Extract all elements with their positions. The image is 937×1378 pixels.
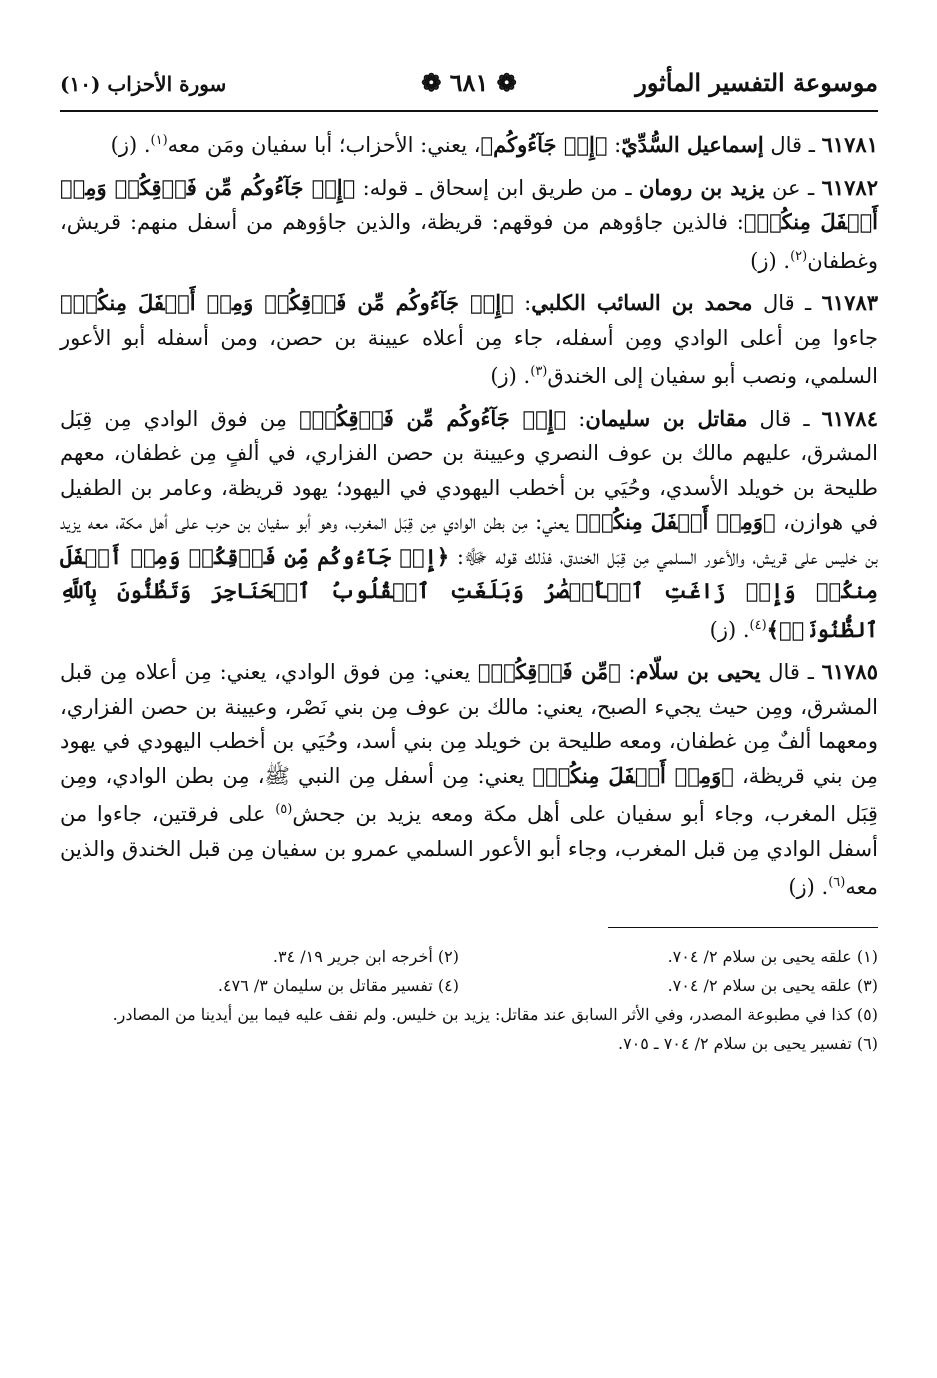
- entry-text: ـ قال: [763, 133, 822, 157]
- entry-text: :: [607, 133, 622, 157]
- page-number: ❁ ٦٨١ ❁: [421, 68, 517, 97]
- footnote-separator: [608, 927, 878, 928]
- entry-61783: [60, 286, 878, 394]
- quran-quote: ﴿إِذۡ جَآءُوكُم مِّن فَوۡقِكُمۡ وَمِنۡ أَسۡفَلَ مِنكُمۡ وَإِذۡ زَاغَتِ ٱلۡأَبۡصَٰرُ وَبَلَغَتِ ٱلۡقُلُوبُ ٱلۡحَنَاجِرَ وَتَظُنُّونَ بِٱللَّهِ ٱلظُّنُونَا۠﴾: [60, 543, 878, 642]
- entry-text: مِن فوق الوادي مِن قِبَل المشرق، عليهم مالك بن عوف النصري وعيينة بن حصن الفزاري، في ألفٍ مِن غطفان، معهم طليحة بن خويلد الأسدي، وحُيَي بن أخطب اليهودي في اليهود؛ يهود قريظة، وعامر بن الطفيل في هوازن،: [60, 406, 878, 534]
- entry-text: ـ قال: [752, 291, 822, 315]
- quran-quote: ﴿إِذۡ جَآءُوكُم مِّن فَوۡقِكُمۡ﴾: [299, 405, 567, 431]
- entry-end: . (ز): [788, 875, 829, 899]
- footnote-ref: (٣): [530, 364, 548, 379]
- entry-61781: [60, 124, 878, 163]
- surah-name: سورة الأحزاب (١٠): [60, 72, 227, 96]
- entry-number: ٦١٧٨٥: [821, 659, 878, 684]
- entry-text: :: [566, 406, 586, 431]
- entry-text: :: [620, 660, 636, 684]
- footnote-ref: (٥): [275, 802, 293, 817]
- footnote-5: (٥) كذا في مطبوعة المصدر، وفي الأثر السابق عند مقاتل: يزيد بن خليس. ولم نقف عليه فيما بين أيدينا من المصادر.: [112, 1004, 878, 1024]
- entry-text: يعني: مِن بطن الوادي مِن قِبَل المغرب، وهو أبو سفيان بن حرب على أهل مكة، معه يزيد بن خليس على قريش، والأعور السلمي مِن قِبَل الخندق، فذلك قوله ﷻ:: [60, 510, 879, 569]
- quran-quote: ﴿إِذۡ جَآءُوكُم مِّن فَوۡقِكُمۡ وَمِنۡ أَسۡفَلَ مِنكُمۡ﴾: [60, 174, 879, 234]
- footnote-grid: [60, 942, 878, 1000]
- quran-quote: ﴿مِّن فَوۡقِكُمۡ﴾: [477, 659, 621, 684]
- entry-61782: [60, 171, 878, 279]
- narrator-name: يزيد بن رومان: [638, 174, 765, 200]
- footnote-ref: (٢): [790, 248, 808, 264]
- entry-text: ـ قال: [760, 660, 822, 684]
- quran-quote: ﴿إِذۡ جَآءُوكُم مِّن فَوۡقِكُمۡ وَمِنۡ أَسۡفَلَ مِنكُمۡ﴾: [60, 290, 514, 315]
- narrator-name: يحيى بن سلّام: [635, 659, 761, 684]
- footnote-2: (٢) أخرجه ابن جرير ١٩/ ٣٤.: [272, 946, 459, 966]
- narrator-name: إسماعيل السُّدِّيّ: [621, 132, 764, 157]
- entry-61784: [60, 402, 878, 648]
- quran-quote: ﴿إِذۡ جَآءُوكُم﴾: [480, 132, 608, 157]
- quran-quote: ﴿وَمِنۡ أَسۡفَلَ مِنكُمۡ﴾: [532, 762, 734, 788]
- page-number-value: ٦٨١: [449, 68, 489, 97]
- entry-text: ، يعني: الأحزاب؛ أبا سفيان ومَن معه: [167, 133, 481, 157]
- entry-number: ٦١٧٨٤: [821, 405, 878, 431]
- book-title: موسوعة التفسير المأثور: [635, 68, 878, 97]
- running-header: [60, 66, 878, 110]
- entry-text: :: [513, 291, 532, 315]
- footnotes: [60, 942, 878, 1058]
- entry-61785: [60, 655, 878, 905]
- entry-end: . (ز): [490, 364, 531, 388]
- entry-text: ـ قال: [747, 406, 822, 431]
- footnote-6: (٦) تفسير يحيى بن سلام ٢/ ٧٠٤ ـ ٧٠٥.: [617, 1033, 878, 1053]
- entry-end: . (ز): [750, 248, 791, 273]
- header-rule: [60, 110, 878, 112]
- footnote-4: (٤) تفسير مقاتل بن سليمان ٣/ ٤٧٦.: [217, 975, 459, 995]
- entry-text: جاءوا مِن أعلى الوادي ومِن أسفله، جاء مِن أعلاه عيينة بن حصن، ومن أسفله أبو الأعور السلمي، ونصب أبو سفيان إلى الخندق: [60, 325, 878, 388]
- main-text: [60, 124, 878, 905]
- footnote-ref: (٤): [749, 617, 767, 633]
- entry-number: ٦١٧٨١: [821, 132, 878, 157]
- entry-number: ٦١٧٨٣: [821, 290, 879, 315]
- entry-number: ٦١٧٨٢: [821, 174, 878, 200]
- footnote-ref: (١): [150, 133, 168, 148]
- narrator-name: محمد بن السائب الكلبي: [531, 290, 753, 315]
- entry-text: ـ عن: [764, 175, 822, 200]
- footnote-3: (٣) علقه يحيى بن سلام ٢/ ٧٠٤.: [667, 975, 878, 995]
- entry-text: يعني: مِن أسفل مِن النبي ﷺ، مِن بطن الوادي، ومِن قِبَل المغرب، وجاء أبو سفيان على أهل مكة ومعه يزيد بن جحش: [60, 763, 878, 826]
- entry-text: يعني: مِن فوق الوادي، يعني: مِن أعلاه مِن قبل المشرق، ومِن حيث يجيء الصبح، يعني: مالك بن عوف مِن بني نَصْر، وعيينة بن حصن الفزاري، ومعهما ألفٌ مِن غطفان، ومعه طليحة بن خويلد مِن بني أسد، وحُيَي بن أخطب اليهودي في يهود مِن بني قريظة،: [60, 660, 878, 788]
- narrator-name: مقاتل بن سليمان: [585, 405, 748, 431]
- footnote-1: (١) علقه يحيى بن سلام ٢/ ٧٠٤.: [667, 946, 878, 966]
- entry-text: ـ من طريق ابن إسحاق ـ قوله:: [355, 175, 639, 200]
- entry-text: : فالذين جاؤوهم من فوقهم: قريظة، والذين جاؤوهم من أسفل منهم: قريش، وغطفان: [60, 210, 878, 273]
- entry-end: . (ز): [709, 617, 750, 642]
- page: [60, 66, 878, 1058]
- quran-quote: ﴿وَمِنۡ أَسۡفَلَ مِنكُمۡ﴾: [575, 509, 776, 534]
- entry-text: على فرقتين، جاءوا من أسفل الوادي مِن قبل المغرب، وجاء أبو الأعور السلمي عمرو بن سفيان مِن قبل الخندق والذين معه: [60, 802, 878, 899]
- footnote-ref: (٦): [828, 875, 846, 890]
- entry-end: . (ز): [110, 133, 151, 157]
